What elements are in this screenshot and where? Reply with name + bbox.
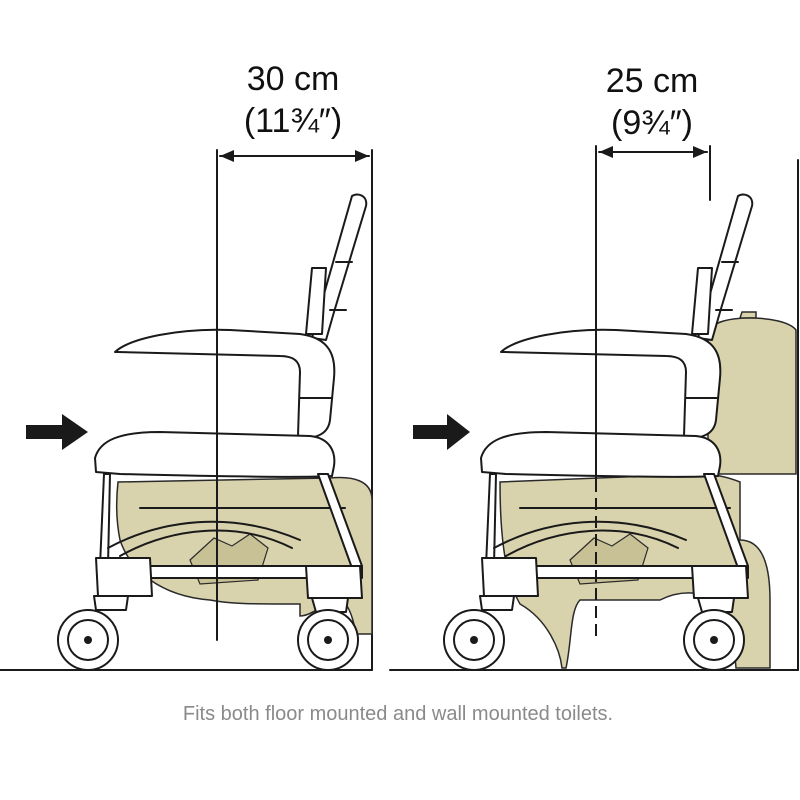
caption: Fits both floor mounted and wall mounted toilets. bbox=[182, 703, 614, 725]
dimension-cm-right: 25 cm bbox=[605, 62, 699, 100]
dimension-line-right bbox=[599, 146, 707, 158]
right-panel bbox=[390, 62, 798, 670]
arrow-right-icon bbox=[26, 414, 88, 450]
left-panel bbox=[0, 60, 372, 670]
toilet-icon bbox=[500, 312, 796, 668]
dimension-line-left bbox=[220, 150, 369, 162]
dimension-cm-left: 30 cm bbox=[246, 60, 340, 98]
dimension-in-right: (9¾″) bbox=[611, 104, 693, 142]
arrow-right-icon bbox=[413, 414, 470, 450]
dimension-in-left: (11¾″) bbox=[243, 102, 343, 140]
